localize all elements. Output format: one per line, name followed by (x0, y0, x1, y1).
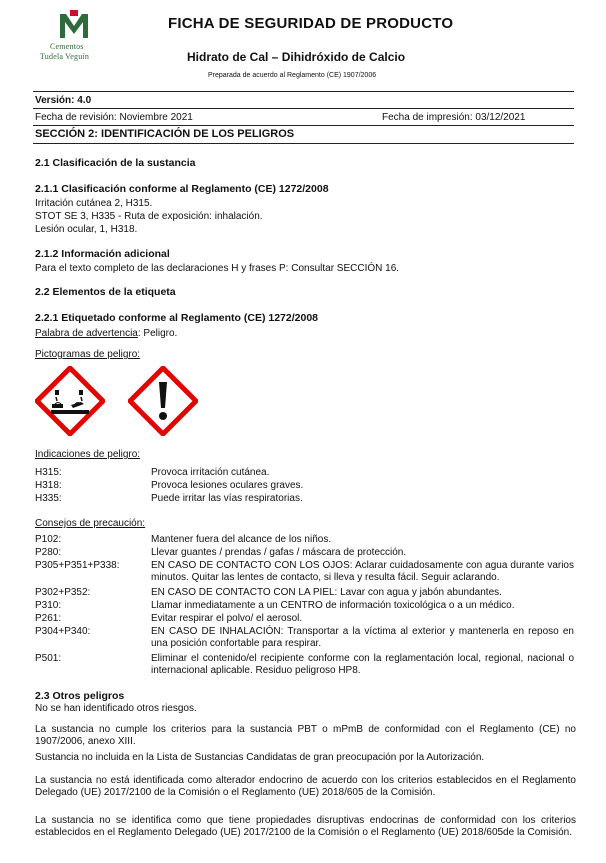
print-date: Fecha de impresión: 03/12/2021 (382, 112, 526, 123)
hazard-code: H335: (35, 493, 62, 504)
hazard-code: H318: (35, 480, 62, 491)
precaution-code: P304+P340: (35, 626, 91, 637)
hazard-text: Puede irritar las vías respiratorias. (151, 493, 303, 504)
precaution-text: EN CASO DE CONTACTO CON LA PIEL: Lavar con agua y jabón abundantes. (151, 587, 502, 598)
precaution-code: P261: (35, 613, 62, 624)
precaution-text: Evitar respirar el polvo/ el aerosol. (151, 613, 303, 624)
heading-2-3: 2.3 Otros peligros (35, 690, 125, 702)
precautionary-statements-label: Consejos de precaución: (35, 518, 146, 529)
version: Versión: 4.0 (35, 95, 92, 106)
divider (33, 108, 574, 109)
hazard-text: Provoca irritación cutánea. (151, 467, 270, 478)
heading-2-1-1: 2.1.1 Clasificación conforme al Reglamento (CE) 1272/2008 (35, 183, 329, 195)
precaution-text: Eliminar el contenido/el recipiente conforme con la reglamentación local, regional, nacional o internacional aplicable. Residuo peligroso HP8. (151, 653, 574, 676)
divider (33, 125, 574, 126)
other-hazards-paragraph: La sustancia no cumple los criterios para la sustancia PBT o mPmB de conformidad con el Reglamento (CE) no 1907/2006, anexo XIII. (35, 724, 576, 747)
corrosion-pictogram-icon (35, 366, 105, 436)
other-hazards-intro: No se han identificado otros riesgos. (35, 703, 197, 714)
regulation-note: Preparada de acuerdo al Reglamento (CE) 1907/2006 (208, 72, 377, 79)
other-hazards-paragraph: La sustancia no se identifica como que tiene propiedades disruptivas endocrinas de conformidad con los criterios establecidos en el Reglamento Delegado (UE) 2017/2100 de la Comisión o el Reglamento (UE) 2018/605de la Comisión. (35, 815, 576, 838)
precaution-code: P310: (35, 600, 62, 611)
heading-2-2-1: 2.2.1 Etiquetado conforme al Reglamento (CE) 1272/2008 (35, 312, 319, 324)
divider (33, 91, 574, 92)
document-title: FICHA DE SEGURIDAD DE PRODUCTO (168, 15, 454, 32)
product-name: Hidrato de Cal – Dihidróxido de Calcio (187, 50, 406, 64)
hazard-code: H315: (35, 467, 62, 478)
precaution-code: P102: (35, 534, 62, 545)
logo-text-line2: Tudela Veguín (40, 52, 90, 61)
signal-word-label: Palabra de advertencia (35, 328, 138, 339)
heading-2-1: 2.1 Clasificación de la sustancia (35, 157, 196, 169)
signal-word-value: : Peligro. (137, 328, 178, 339)
heading-2-2: 2.2 Elementos de la etiqueta (35, 286, 176, 298)
precaution-code: P305+P351+P338: (35, 560, 120, 571)
precaution-text: EN CASO DE CONTACTO CON LOS OJOS: Aclarar cuidadosamente con agua durante varios minutos. Quitar las lentes de contacto, si lleva y resulta fácil. Seguir aclarando. (151, 560, 574, 583)
precaution-text: EN CASO DE INHALACIÓN: Transportar a la víctima al exterior y mantenerla en reposo en una posición confortable para respirar. (151, 626, 574, 649)
classification-line: Irritación cutánea 2, H315. (35, 198, 153, 209)
signal-word (35, 328, 177, 339)
other-hazards-paragraph: La sustancia no está identificada como alterador endocrino de acuerdo con los criterios establecidos en el Reglamento Delegado (UE) 2017/2100 de la Comisión o el Reglamento (UE) 2018/605 de la Comisión. (35, 775, 576, 798)
classification-line: STOT SE 3, H335 - Ruta de exposición: inhalación. (35, 211, 263, 222)
pictograms-label: Pictogramas de peligro: (35, 349, 141, 360)
precaution-text: Mantener fuera del alcance de los niños. (151, 534, 332, 545)
logo-text-line1: Cementos (50, 42, 84, 51)
precaution-code: P302+P352: (35, 587, 91, 598)
hazard-statements-label: Indicaciones de peligro: (35, 449, 141, 460)
other-hazards-paragraph: Sustancia no incluida en la Lista de Sustancias Candidatas de gran preocupación por la Autorización. (35, 752, 485, 763)
classification-line: Lesión ocular, 1, H318. (35, 224, 138, 235)
section-title: SECCIÓN 2: IDENTIFICACIÓN DE LOS PELIGROS (35, 128, 295, 140)
company-logo-icon (58, 10, 90, 40)
precaution-code: P280: (35, 547, 62, 558)
precaution-text: Llevar guantes / prendas / gafas / máscara de protección. (151, 547, 407, 558)
revision-date: Fecha de revisión: Noviembre 2021 (35, 112, 193, 123)
divider (33, 143, 574, 144)
hazard-text: Provoca lesiones oculares graves. (151, 480, 304, 491)
additional-info-text: Para el texto completo de las declaraciones H y frases P: Consultar SECCIÓN 16. (35, 263, 400, 274)
exclamation-pictogram-icon (128, 366, 198, 436)
precaution-code: P501: (35, 653, 62, 664)
precaution-text: Llamar inmediatamente a un CENTRO de información toxicológica o a un médico. (151, 600, 515, 611)
heading-2-1-2: 2.1.2 Información adicional (35, 248, 170, 260)
